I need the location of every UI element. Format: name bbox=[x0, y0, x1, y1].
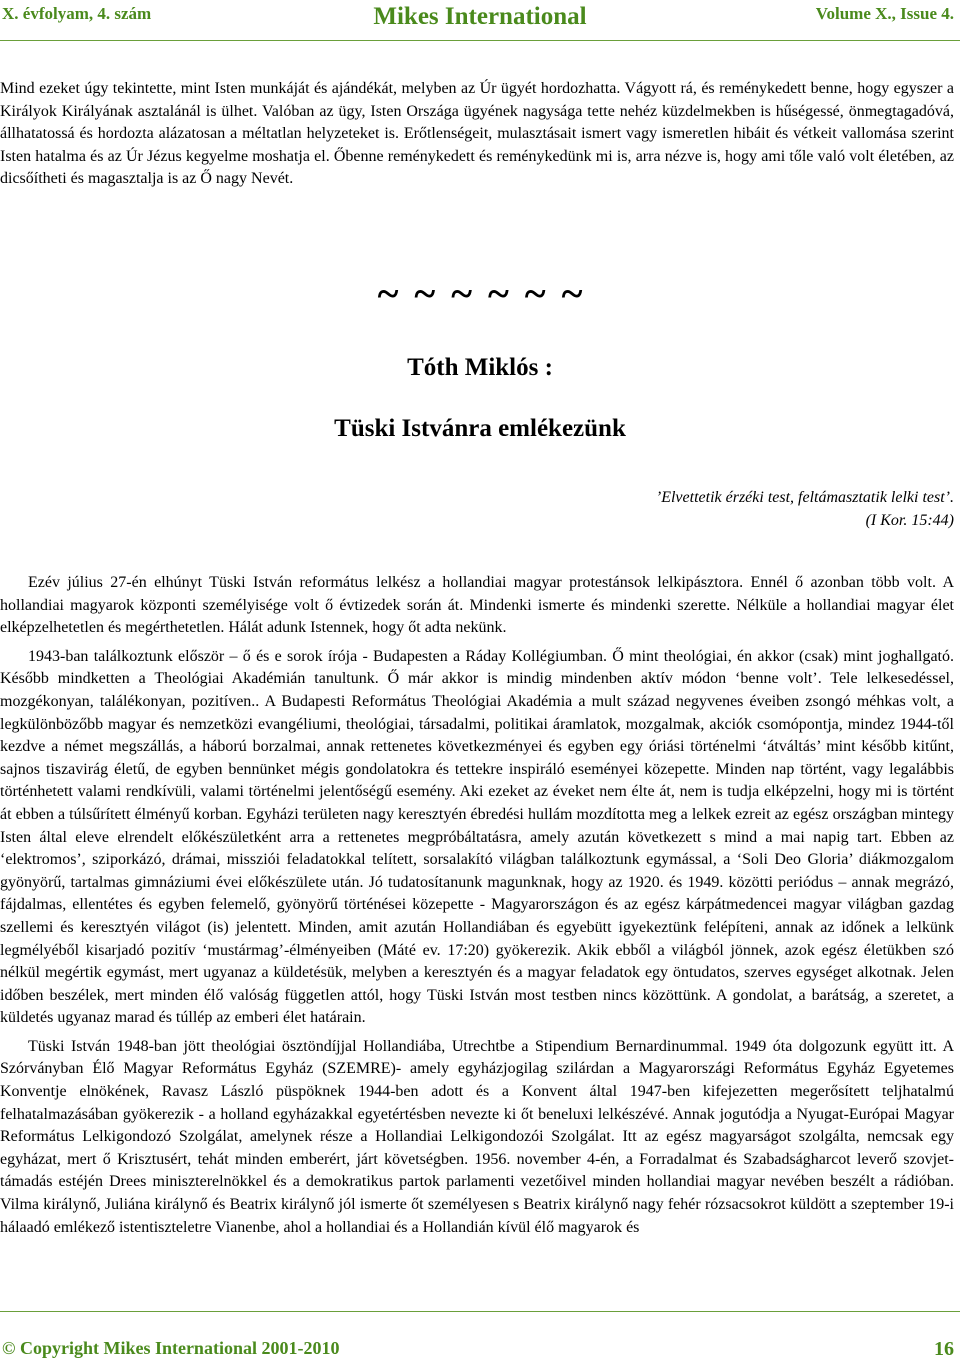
header-publication-title: Mikes International bbox=[373, 3, 587, 30]
intro-paragraph: Mind ezeket úgy tekintette, mint Isten munkáját és ajándékát, melyben az Úr ügyét hordozhatta. Vágyott rá, és reménykedett benne, hogy egyszer a Királyok Királyának asztalánál is ülhet. Valóban az ügy, Isten Országa ügyének nagysága tette nehéz küzdelmekben is hűségessé, önmegtagadóvá, állhatatossá és hordozta alázatosan a méltatlan helyzeteket is. Erőtlenségeit, mulasztásait ismert vagy ismeretlen hibáit és vétkeit vallomása szerint Isten hatalma és az Úr Jézus kegyelme moshatja el. Őbenne reménykedett és reménykedünk mi is, arra nézve is, hogy ami tőle való volt életében, az dicsőítheti és magasztalja is az Ő nagy Nevét. bbox=[0, 80, 954, 188]
page-header bbox=[0, 0, 960, 40]
article-paragraph: 1943-ban találkoztunk először – ő és e sorok írója - Budapesten a Ráday Kollégiumban. Ő mint theológiai, én akkor (csak) mint joghallgató. Később mindketten a Theológiai Akadémián tanultunk. Ő már akkor is mindig mindenben aktív módon ‘benne volt’. Tele lelkesedéssel, mozgékonyan, találékonyan, pozitíven.. A Budapesti Református Theológiai Akadémia a mult század negyvenes éveiben zsongó méhkas volt, a legkülönbözőbb magyar és nemzetközi evangéliumi, theológiai, társadalmi, politikai áramlatok, mozgalmak, akciók csomópontja, mindez 1944-től kezdve a német megszállás, a háború borzalmai, annak rettenetes következményei és egyben egy óriási történelmi ‘átváltás’ mint később kitűnt, sajnos tiszavirág életű, de egyben bennünket mégis gondolatokra és tettekre inspiráló eseményei közepette. Minden nap történt, vagy legalábbis történhetett valami rendkívüli, valami történelmi jelentőségű esemény. Aki ezeket az éveket nem élte át, nem is tudja elképzelni, hogy mi is történt át ebben a túlsűrített élményű korban. Egyházi területen nagy keresztyén ébredési hullám mozdította meg a lelkek ezreit az egész országban mintegy Isten által eleve elrendelt előkészületként arra a rettenetes megpróbáltatásra, amely azután következett s mind a mai napig tart. Ebben az ‘elektromos’, sziporkázó, drámai, missziói feladatokkal telített, sorsalakító világban találkoztunk egymással, a ‘Soli Deo Gloria’ diákmozgalom gyönyörű, tartalmas gimnáziumi évei előkészülete után. Jó tudatosítanunk magunknak, hogy az 1920. és 1949. közötti periódus – annak megrázó, fájdalmas, ellentétes és egyben felemelő, gyönyörű történései közepette - Magyarországon és az egész kárpátmedencei magyar világban gazdag szellemi és keresztyén világot (is) jelentett. Minden, amit azután Hollandiában és egyebütt igyekeztünk felépíteni, annak az időnek a lelkünk legmélyéből kisarjadó pozitív ‘mustármag’-élményeiben (Máté ev. 17:20) gyökerezik. Akik ebből a világból jönnek, azok egész életükben szó nélkül megértik egymást, mert ugyanaz a küldetésük, melyben a keresztyén és a magyar feladatok egy öntudatos, szerves egységet alkotnak. Jelen időben beszélek, mert minden élő valóság független attól, hogy Tüski István most testben nincs közöttünk. A gondolat, a barátság, a szeretet, a küldetés ugyanaz marad és túllép az emberi élet határain. bbox=[0, 647, 954, 1027]
footer-rule bbox=[0, 1311, 960, 1312]
page-number: 16 bbox=[934, 1338, 954, 1360]
header-volume-english: Volume X., Issue 4. bbox=[815, 4, 954, 23]
epigraph-reference: (I Kor. 15:44) bbox=[865, 511, 954, 529]
epigraph bbox=[656, 487, 954, 532]
article-body bbox=[0, 572, 954, 1239]
footer-copyright: © Copyright Mikes International 2001-2010 bbox=[2, 1338, 340, 1358]
epigraph-text: ’Elvettetik érzéki test, feltámasztatik lelki test’. bbox=[655, 489, 954, 506]
article-paragraph: Tüski István 1948-ban jött theológiai ösztöndíjjal Hollandiába, Utrechtbe a Stipendium Bernardinummal. 1949 óta dolgozunk együtt itt. A Szórványban Élő Magyar Református Egyház (SZEMRE)- amely egyházjogilag szilárdan a Magyarországi Református Egyház Egyetemes Konventje elnökének, Ravasz László püspöknek 1944-ben adott és a Konvent által 1947-ben kifejezetten megerősített teljhatalmú felhatalmazásában gyökerezik - a holland egyházakkal egyetértésben nevezte ki őt beneluxi lelkészévé. Annak jogutódja a Nyugat-Európai Magyar Református Lelkigondozó Szolgálat, amelynek része a Hollandiai Lelkigondozói Szolgálat. Itt az egész magyarságot szolgálta, nemcsak egy egyházat, mert ő Krisztusért, tehát minden emberért, járt követségben. 1956. november 4-én, a Forradalmat és Szabadságharcot leverő szovjet-támadás estéjén Drees miniszterelnökkel és a demokratikus partok parlamenti vezetőivel minden hollandiai magyar nevében beszélt a rádióban. Vilma királynő, Juliána királynő és Beatrix királynő jól ismerte őt személyesen s Beatrix királynő nagy fehér rózsacsokrot küldött a szeptember 19-i hálaadó emlékező istentiszteletre Vianenbe, ahol a hollandiai és a Hollandián kívül élő magyarok és bbox=[0, 1037, 954, 1236]
section-separator: ~ ~ ~ ~ ~ ~ bbox=[377, 271, 583, 316]
article-title: Tüski Istvánra emlékezünk bbox=[334, 415, 626, 442]
article-paragraph: Ezév július 27-én elhúnyt Tüski István református lelkész a hollandiai magyar protestánsok lelkipásztora. Ennél ő azonban több volt. A hollandiai magyarok központi személyisége volt ő évtizedek során át. Mindenki ismerte és mindenki szerette. Nélküle a hollandiai magyar élet elképzelhetetlen és megérthetetlen. Hálát adunk Istennek, hogy őt adta nekünk. bbox=[0, 574, 954, 637]
intro-section bbox=[0, 78, 954, 191]
article-author: Tóth Miklós : bbox=[407, 354, 553, 381]
header-volume-hungarian: X. évfolyam, 4. szám bbox=[2, 4, 152, 23]
header-rule bbox=[0, 40, 960, 41]
